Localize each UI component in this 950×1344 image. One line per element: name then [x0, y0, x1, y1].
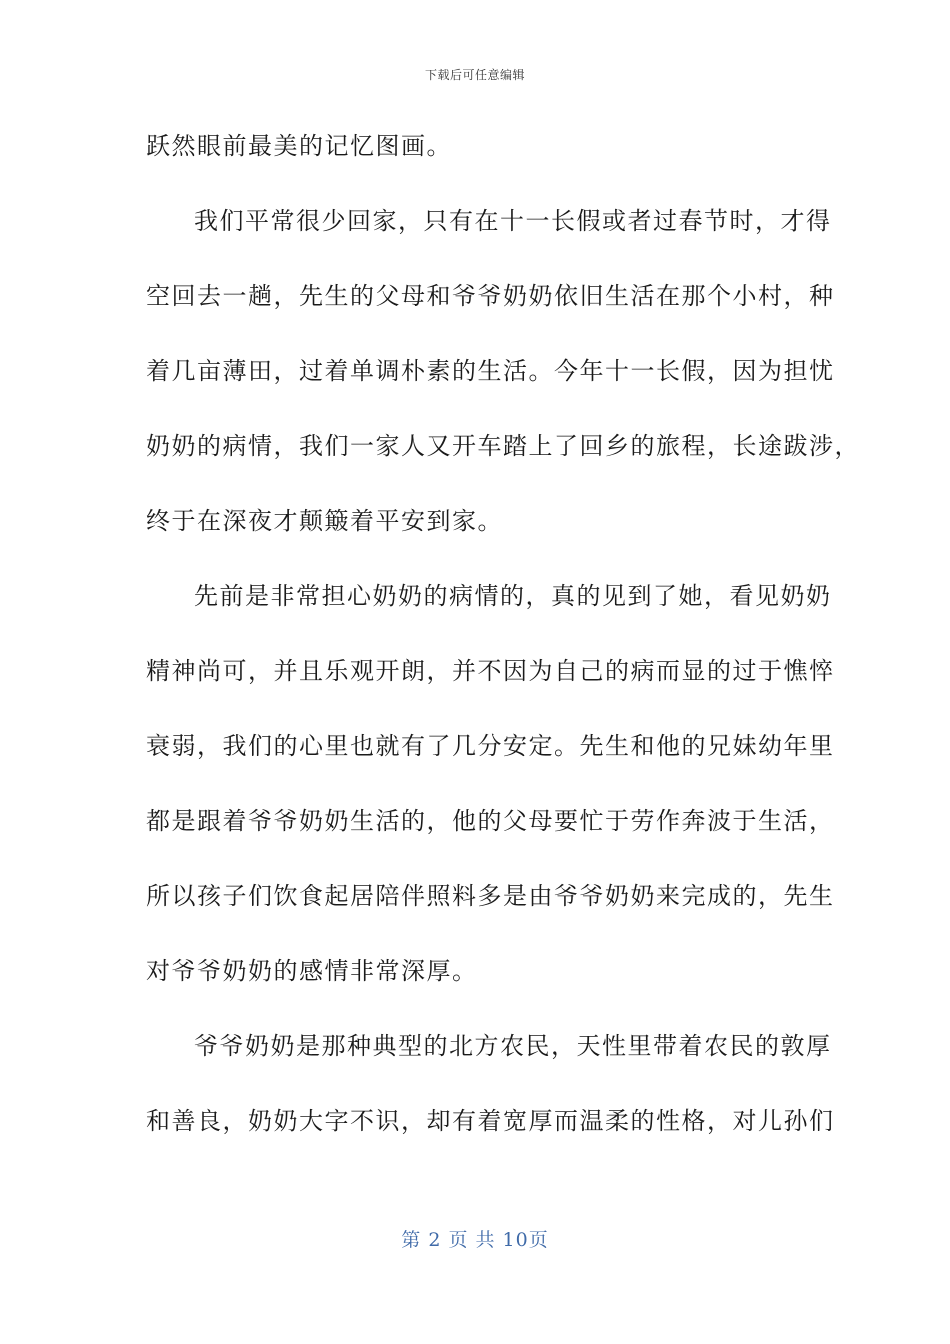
document-body — [146, 121, 860, 1171]
text-line: 对爷爷奶奶的感情非常深厚。 — [146, 957, 478, 985]
text-line: 空回去一趟，先生的父母和爷爷奶奶依旧生活在那个小村，种 — [146, 282, 835, 310]
text-line: 我们平常很少回家，只有在十一长假或者过春节时，才得 — [194, 207, 832, 235]
page-number: 第 2 页 共 10页 — [401, 1229, 549, 1251]
header-note: 下载后可任意编辑 — [424, 68, 525, 82]
text-line: 奶奶的病情，我们一家人又开车踏上了回乡的旅程，长途跋涉， — [146, 432, 860, 460]
text-line: 衰弱，我们的心里也就有了几分安定。先生和他的兄妹幼年里 — [146, 732, 835, 760]
text-line: 所以孩子们饮食起居陪伴照料多是由爷爷奶奶来完成的，先生 — [146, 882, 835, 910]
text-line: 着几亩薄田，过着单调朴素的生活。今年十一长假，因为担忧 — [146, 357, 835, 385]
text-line: 爷爷奶奶是那种典型的北方农民，天性里带着农民的敦厚 — [194, 1032, 832, 1060]
text-line: 和善良，奶奶大字不识，却有着宽厚而温柔的性格，对儿孙们 — [146, 1107, 835, 1135]
text-line: 精神尚可，并且乐观开朗，并不因为自己的病而显的过于憔悴 — [146, 657, 835, 685]
text-line: 都是跟着爷爷奶奶生活的，他的父母要忙于劳作奔波于生活， — [146, 807, 835, 835]
text-line: 先前是非常担心奶奶的病情的，真的见到了她，看见奶奶 — [194, 582, 832, 610]
text-line: 终于在深夜才颠簸着平安到家。 — [146, 507, 503, 535]
text-line: 跃然眼前最美的记忆图画。 — [146, 132, 452, 160]
